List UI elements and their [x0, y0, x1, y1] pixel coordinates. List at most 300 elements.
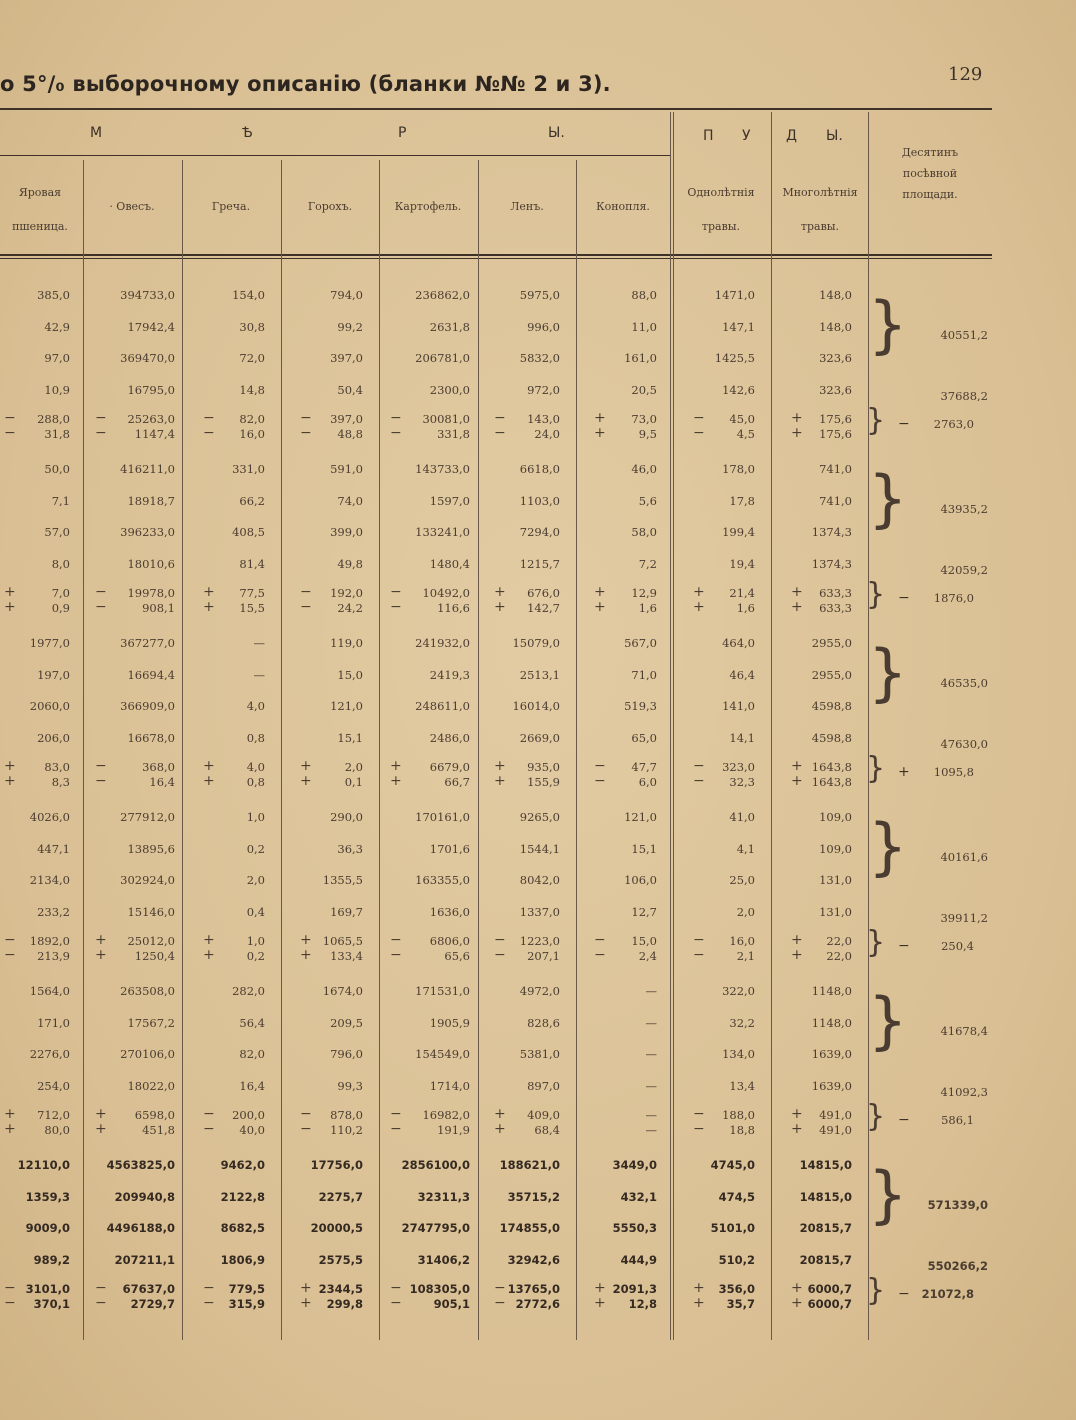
table-cell: 200,0 [232, 1108, 265, 1122]
table-cell: 1374,3 [811, 556, 852, 571]
table-cell: 1,0 [246, 934, 265, 948]
table-cell: 20000,5 [310, 1221, 363, 1235]
sign-mark: − [693, 425, 705, 441]
sign-mark: − [693, 1106, 705, 1122]
table-cell: 16,0 [239, 427, 265, 441]
sign-mark: + [95, 1106, 107, 1122]
sign-mark: − [390, 599, 402, 615]
table-cell: 9462,0 [220, 1158, 265, 1172]
table-cell: 370,1 [33, 1297, 70, 1311]
table-cell: 1250,4 [134, 949, 175, 963]
table-cell: 8,0 [51, 556, 70, 571]
table-cell: 14815,0 [799, 1158, 852, 1172]
table-cell: 175,6 [819, 412, 852, 426]
table-cell: 2631,8 [429, 319, 470, 334]
table-cell: — [645, 984, 657, 998]
sign-mark: − [494, 1295, 506, 1311]
table-cell: 47,7 [631, 760, 657, 774]
area-difference: 2763,0 [933, 417, 974, 431]
table-cell: 236862,0 [415, 288, 470, 302]
sign-mark: + [4, 758, 16, 774]
table-cell: 20815,7 [799, 1221, 852, 1235]
sign-mark: + [203, 947, 215, 963]
table-cell: 9265,0 [519, 810, 560, 824]
brace-mark: } [866, 577, 886, 612]
table-cell: 7294,0 [519, 525, 560, 539]
table-cell: 31,8 [44, 427, 70, 441]
area-value: 42059,2 [940, 562, 988, 577]
table-cell: 178,0 [722, 462, 755, 476]
header-bottom-rule [0, 254, 992, 256]
table-cell: 106,0 [624, 873, 657, 887]
area-difference: 1095,8 [933, 765, 974, 779]
table-cell: 2134,0 [29, 873, 70, 887]
table-cell: 171531,0 [415, 984, 470, 998]
header-bottom-rule-2 [0, 258, 992, 259]
brace-mark: } [866, 751, 886, 786]
table-cell: 1337,0 [519, 904, 560, 919]
table-cell: 131,0 [819, 904, 852, 919]
table-cell: 57,0 [44, 525, 70, 539]
table-cell: 1355,5 [322, 873, 363, 887]
table-cell: 4496188,0 [106, 1221, 175, 1235]
table-cell: 77,5 [239, 586, 265, 600]
table-cell: 4972,0 [519, 984, 560, 998]
page-title: о 5°/₀ выборочному описанію (бланки №№ 2 и 3). [0, 72, 611, 96]
table-cell: 385,0 [37, 288, 70, 302]
sign-mark: + [791, 1295, 803, 1311]
table-cell: 171,0 [37, 1015, 70, 1030]
table-cell: 25,0 [729, 873, 755, 887]
table-cell: 282,0 [232, 984, 265, 998]
sign-mark: + [594, 1295, 606, 1311]
table-cell: 322,0 [722, 984, 755, 998]
table-cell: 779,5 [228, 1282, 265, 1296]
table-cell: 2747795,0 [401, 1221, 470, 1235]
table-cell: 56,4 [239, 1015, 265, 1030]
sign-mark: + [791, 584, 803, 600]
table-cell: 4,0 [246, 699, 265, 713]
table-cell: 0,2 [246, 949, 265, 963]
table-cell: 41,0 [729, 810, 755, 824]
table-cell: 24,2 [337, 601, 363, 615]
table-cell: 148,0 [819, 288, 852, 302]
brace-mark: } [866, 1273, 886, 1308]
table-cell: 323,6 [819, 351, 852, 365]
table-cell: 5,6 [638, 493, 657, 508]
table-cell: 121,0 [624, 810, 657, 824]
table-cell: 207211,1 [114, 1252, 175, 1267]
table-cell: 174855,0 [499, 1221, 560, 1235]
table-cell: 175,6 [819, 427, 852, 441]
sign-mark: + [594, 410, 606, 426]
table-cell: 397,0 [330, 412, 363, 426]
sign-mark: − [693, 773, 705, 789]
sign-mark: + [203, 932, 215, 948]
col-kartofel [380, 196, 476, 217]
sign-mark: − [300, 410, 312, 426]
sign-mark: + [594, 599, 606, 615]
sign-mark: − [300, 1121, 312, 1137]
table-cell: 4,1 [736, 841, 755, 856]
sign-mark: − [300, 584, 312, 600]
brace-mark: } [866, 403, 886, 438]
sign-mark: + [791, 758, 803, 774]
table-cell: 161,0 [624, 351, 657, 365]
table-cell: 7,0 [51, 586, 70, 600]
table-cell: 1480,4 [429, 556, 470, 571]
table-cell: 141,0 [722, 699, 755, 713]
table-cell: 142,6 [722, 382, 755, 397]
column-header-line: Конопля. [596, 200, 650, 213]
table-cell: 444,9 [620, 1252, 657, 1267]
table-cell: 35715,2 [507, 1189, 560, 1204]
sign-mark: − [693, 758, 705, 774]
table-cell: 9,5 [638, 427, 657, 441]
column-header-line: Однолѣтнія [687, 186, 755, 199]
sign-mark: + [203, 599, 215, 615]
table-cell: 4598,8 [811, 730, 852, 745]
table-cell: 1639,0 [811, 1047, 852, 1061]
table-cell: 368,0 [142, 760, 175, 774]
column-header-line: Яровая [18, 186, 62, 199]
area-sign: − [898, 1286, 910, 1302]
group-header-p: П [703, 128, 714, 144]
table-cell: 8042,0 [519, 873, 560, 887]
brace-mark: } [866, 1099, 886, 1134]
table-cell: 12,7 [631, 904, 657, 919]
table-cell: 2,4 [638, 949, 657, 963]
table-cell: 154,0 [232, 288, 265, 302]
table-cell: 21,4 [729, 586, 755, 600]
table-cell: 18,8 [729, 1123, 755, 1137]
column-header-line: Картофель. [394, 200, 462, 213]
group-header-ie: Ѣ [242, 125, 253, 141]
table-cell: 248611,0 [415, 699, 470, 713]
table-cell: 676,0 [527, 586, 560, 600]
sign-mark: − [494, 410, 506, 426]
area-difference: 21072,8 [921, 1287, 974, 1301]
table-cell: 10,9 [44, 382, 70, 397]
table-cell: 4563825,0 [106, 1158, 175, 1172]
table-cell: 15,1 [337, 730, 363, 745]
table-cell: 4598,8 [811, 699, 852, 713]
table-cell: 263508,0 [120, 984, 175, 998]
table-cell: 8682,5 [220, 1221, 265, 1235]
sign-mark: + [791, 1280, 803, 1296]
brace-mark: } [868, 636, 908, 709]
sign-mark: + [300, 1295, 312, 1311]
table-cell: 0,9 [51, 601, 70, 615]
sign-mark: + [791, 410, 803, 426]
sign-mark: + [494, 758, 506, 774]
table-cell: 394733,0 [120, 288, 175, 302]
table-cell: 2276,0 [29, 1047, 70, 1061]
table-cell: 741,0 [819, 462, 852, 476]
table-cell: 712,0 [37, 1108, 70, 1122]
table-cell: 2856100,0 [401, 1158, 470, 1172]
sign-mark: − [390, 1280, 402, 1296]
table-cell: 65,0 [631, 730, 657, 745]
table-cell: 2669,0 [519, 730, 560, 745]
sign-mark: + [791, 1106, 803, 1122]
area-value: 46535,0 [940, 675, 988, 690]
col-grecha [183, 196, 279, 217]
sign-mark: − [4, 425, 16, 441]
area-sign: − [898, 938, 910, 954]
table-cell: 32,2 [729, 1015, 755, 1030]
sign-mark: − [203, 410, 215, 426]
sign-mark: + [4, 599, 16, 615]
table-cell: 633,3 [819, 601, 852, 615]
table-cell: 396233,0 [120, 525, 175, 539]
col-desyatin [875, 142, 985, 205]
table-cell: 996,0 [527, 319, 560, 334]
col-konoplya [575, 196, 671, 217]
table-cell: — [645, 1108, 657, 1122]
table-cell: 148,0 [819, 319, 852, 334]
table-cell: 3449,0 [612, 1158, 657, 1172]
table-cell: 2955,0 [811, 667, 852, 682]
table-cell: 24,0 [534, 427, 560, 441]
table-cell: 1,6 [638, 601, 657, 615]
column-header-line: Греча. [211, 200, 251, 213]
table-cell: 32942,6 [507, 1252, 560, 1267]
table-cell: — [253, 667, 265, 682]
table-cell: 13765,0 [507, 1282, 560, 1296]
table-cell: 1643,8 [811, 760, 852, 774]
table-cell: 32311,3 [417, 1189, 470, 1204]
table-cell: 1643,8 [811, 775, 852, 789]
table-cell: 42,9 [44, 319, 70, 334]
table-cell: 369470,0 [120, 351, 175, 365]
table-cell: 16694,4 [127, 667, 175, 682]
table-cell: 147,1 [722, 319, 755, 334]
column-header-line: травы. [800, 220, 840, 233]
sign-mark: + [300, 758, 312, 774]
sign-mark: + [494, 584, 506, 600]
group-header-y2: Ы. [826, 128, 843, 144]
table-cell: 519,3 [624, 699, 657, 713]
sign-mark: + [693, 1280, 705, 1296]
brace-mark: } [868, 462, 908, 535]
sign-mark: + [791, 947, 803, 963]
table-cell: 315,9 [228, 1297, 265, 1311]
group-header-d: Д [786, 128, 797, 144]
table-cell: 2344,5 [318, 1282, 363, 1296]
table-cell: 302924,0 [120, 873, 175, 887]
sign-mark: + [791, 599, 803, 615]
table-cell: 1701,6 [429, 841, 470, 856]
table-cell: 209,5 [330, 1015, 363, 1030]
table-cell: 1065,5 [322, 934, 363, 948]
table-cell: 1103,0 [519, 493, 560, 508]
table-cell: 270106,0 [120, 1047, 175, 1061]
table-cell: 741,0 [819, 493, 852, 508]
table-cell: 591,0 [330, 462, 363, 476]
table-cell: 81,4 [239, 556, 265, 571]
sign-mark: + [300, 932, 312, 948]
table-cell: 18918,7 [127, 493, 175, 508]
table-cell: 1674,0 [322, 984, 363, 998]
table-cell: 794,0 [330, 288, 363, 302]
table-cell: 18022,0 [127, 1078, 175, 1093]
title-rule [0, 108, 992, 110]
table-cell: 192,0 [330, 586, 363, 600]
table-cell: 14815,0 [799, 1189, 852, 1204]
group-header-m: М [90, 125, 103, 141]
table-cell: 2486,0 [429, 730, 470, 745]
table-cell: 14,8 [239, 382, 265, 397]
table-cell: 155,9 [527, 775, 560, 789]
sign-mark: + [494, 773, 506, 789]
table-cell: 1564,0 [29, 984, 70, 998]
table-cell: 16678,0 [127, 730, 175, 745]
table-cell: 19978,0 [127, 586, 175, 600]
table-cell: 110,2 [330, 1123, 363, 1137]
table-cell: 13895,6 [127, 841, 175, 856]
sign-mark: − [4, 1280, 16, 1296]
sign-mark: − [300, 1106, 312, 1122]
table-cell: 31406,2 [417, 1252, 470, 1267]
sign-mark: − [390, 932, 402, 948]
brace-mark: } [866, 925, 886, 960]
table-cell: 474,5 [718, 1189, 755, 1204]
table-cell: 1425,5 [714, 351, 755, 365]
sign-mark: + [300, 773, 312, 789]
table-cell: 66,7 [444, 775, 470, 789]
table-cell: 12110,0 [17, 1158, 70, 1172]
table-cell: 2122,8 [220, 1189, 265, 1204]
sign-mark: + [791, 1121, 803, 1137]
table-cell: 30081,0 [422, 412, 470, 426]
table-cell: 68,4 [534, 1123, 560, 1137]
column-header-line: Горохъ. [307, 200, 353, 213]
table-cell: 133241,0 [415, 525, 470, 539]
table-cell: 25263,0 [127, 412, 175, 426]
table-cell: 331,0 [232, 462, 265, 476]
table-cell: — [645, 1123, 657, 1137]
table-cell: 32,3 [729, 775, 755, 789]
table-cell: 169,7 [330, 904, 363, 919]
column-header-line: площади. [902, 188, 958, 201]
table-cell: 366909,0 [120, 699, 175, 713]
table-cell: 908,1 [142, 601, 175, 615]
table-cell: 50,4 [337, 382, 363, 397]
brace-mark: } [868, 1158, 908, 1231]
table-cell: 1359,3 [25, 1189, 70, 1204]
table-cell: — [645, 1078, 657, 1093]
sign-mark: − [494, 947, 506, 963]
column-divider [83, 160, 84, 1340]
table-cell: 5101,0 [710, 1221, 755, 1235]
sign-mark: + [594, 584, 606, 600]
sign-mark: − [4, 410, 16, 426]
sign-mark: − [4, 1295, 16, 1311]
table-cell: 66,2 [239, 493, 265, 508]
table-cell: 9009,0 [25, 1221, 70, 1235]
table-cell: 1471,0 [714, 288, 755, 302]
table-cell: 5381,0 [519, 1047, 560, 1061]
table-cell: 134,0 [722, 1047, 755, 1061]
table-cell: 99,3 [337, 1078, 363, 1093]
column-header-line: травы. [701, 220, 741, 233]
table-cell: 5550,3 [612, 1221, 657, 1235]
sign-mark: + [203, 773, 215, 789]
table-cell: 1714,0 [429, 1078, 470, 1093]
table-cell: 0,8 [246, 775, 265, 789]
area-value: 39911,2 [940, 910, 988, 925]
table-cell: 7,1 [51, 493, 70, 508]
table-cell: 143733,0 [415, 462, 470, 476]
sign-mark: − [203, 1295, 215, 1311]
table-cell: 16014,0 [512, 699, 560, 713]
table-cell: 432,1 [620, 1189, 657, 1204]
table-cell: 2513,1 [519, 667, 560, 682]
area-sign: − [898, 590, 910, 606]
table-cell: 399,0 [330, 525, 363, 539]
table-cell: 6806,0 [429, 934, 470, 948]
sign-mark: − [95, 599, 107, 615]
column-header-line: Многолѣтнія [782, 186, 858, 199]
table-cell: 6598,0 [134, 1108, 175, 1122]
table-cell: 331,8 [437, 427, 470, 441]
table-cell: 6000,7 [807, 1297, 852, 1311]
table-cell: 15146,0 [127, 904, 175, 919]
table-cell: 241932,0 [415, 636, 470, 650]
table-cell: 154549,0 [415, 1047, 470, 1061]
area-sign: − [898, 1112, 910, 1128]
table-cell: 121,0 [330, 699, 363, 713]
table-cell: 83,0 [44, 760, 70, 774]
table-cell: 48,8 [337, 427, 363, 441]
area-value: 550266,2 [927, 1258, 988, 1273]
area-difference: 586,1 [941, 1113, 974, 1127]
sign-mark: − [300, 425, 312, 441]
sign-mark: − [4, 947, 16, 963]
table-cell: 878,0 [330, 1108, 363, 1122]
sign-mark: + [693, 599, 705, 615]
table-cell: 19,4 [729, 556, 755, 571]
table-cell: 2,0 [736, 904, 755, 919]
table-cell: 5832,0 [519, 351, 560, 365]
sign-mark: − [693, 947, 705, 963]
sign-mark: − [594, 758, 606, 774]
table-cell: 4026,0 [29, 810, 70, 824]
table-cell: 109,0 [819, 841, 852, 856]
sign-mark: − [95, 584, 107, 600]
table-cell: 67637,0 [122, 1282, 175, 1296]
table-cell: 197,0 [37, 667, 70, 682]
table-cell: 2,0 [344, 760, 363, 774]
table-cell: 233,2 [37, 904, 70, 919]
sign-mark: − [390, 1106, 402, 1122]
table-cell: 188,0 [722, 1108, 755, 1122]
sign-mark: − [594, 932, 606, 948]
sign-mark: − [390, 410, 402, 426]
sign-mark: + [203, 584, 215, 600]
table-cell: 191,9 [437, 1123, 470, 1137]
sign-mark: + [4, 1106, 16, 1122]
table-cell: 88,0 [631, 288, 657, 302]
table-cell: 408,5 [232, 525, 265, 539]
table-cell: 464,0 [722, 636, 755, 650]
table-cell: 2,1 [736, 949, 755, 963]
table-cell: — [645, 1047, 657, 1061]
sign-mark: + [494, 599, 506, 615]
table-cell: 290,0 [330, 810, 363, 824]
table-cell: 409,0 [527, 1108, 560, 1122]
